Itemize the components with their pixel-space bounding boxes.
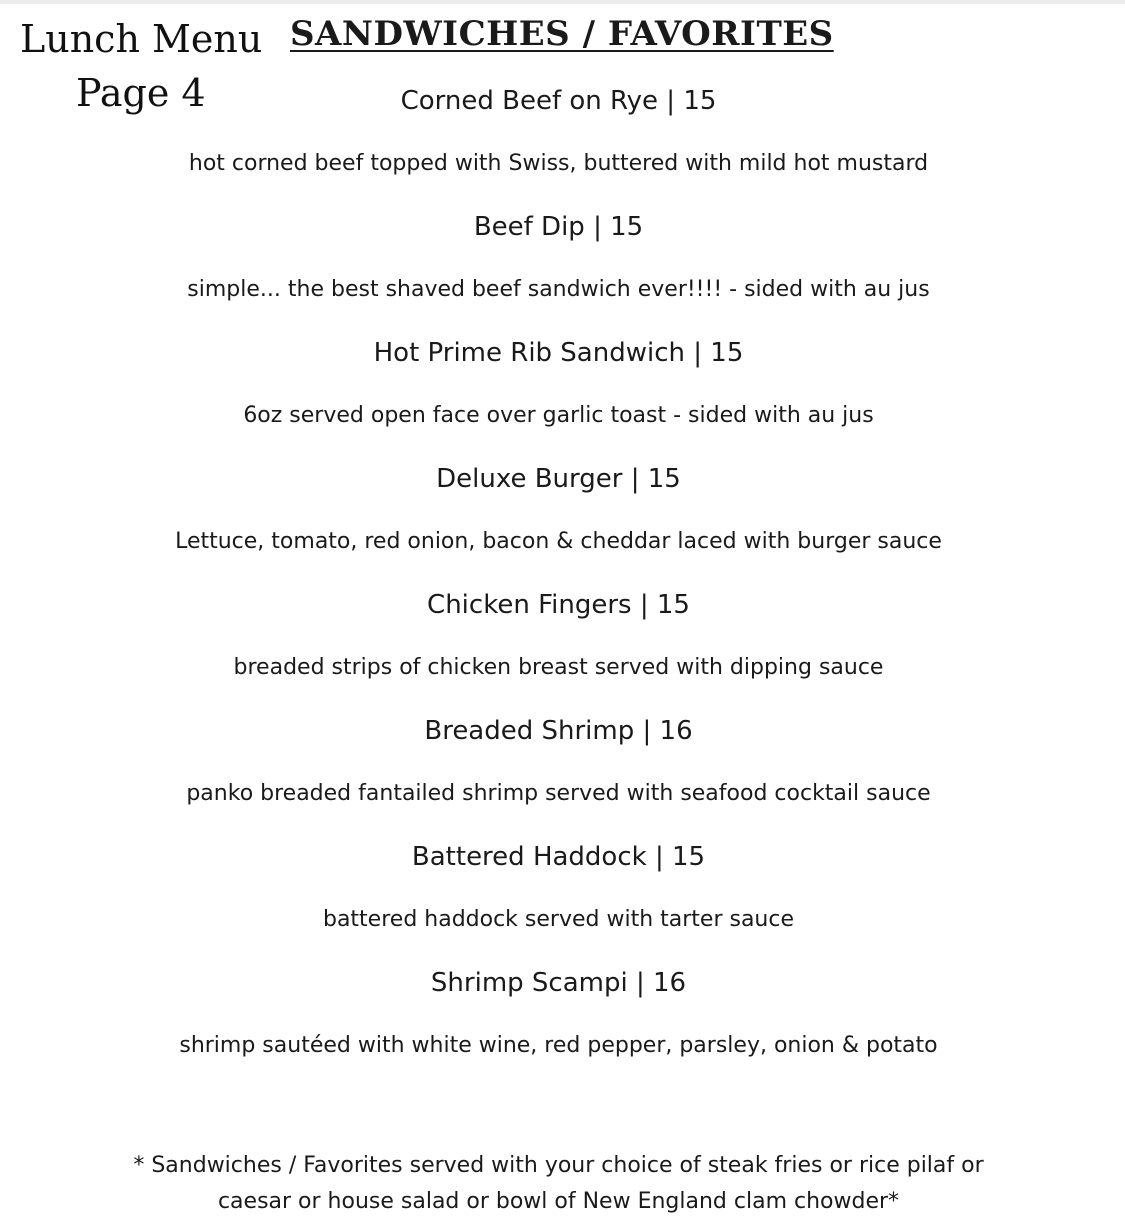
menu-item-title: Deluxe Burger | 15 [436,464,681,494]
menu-item-description: breaded strips of chicken breast served with dipping sauce [233,655,884,680]
menu-item [0,458,1117,584]
menu-item-title: Breaded Shrimp | 16 [424,716,693,746]
menu-item [0,962,1117,1088]
menu-item-list [0,80,1117,1088]
menu-item [0,332,1117,458]
menu-item-title: Chicken Fingers | 15 [427,590,690,620]
footnote-line: * Sandwiches / Favorites served with your choice of steak fries or rice pilaf or [133,1153,984,1178]
menu-item-title: Shrimp Scampi | 16 [430,968,687,998]
page-number-label: Page 4 [76,71,206,115]
menu-name-label: Lunch Menu [20,17,263,61]
footnote-line: caesar or house salad or bowl of New England clam chowder* [217,1189,900,1214]
menu-item-title: Beef Dip | 15 [473,212,644,242]
menu-item-description: panko breaded fantailed shrimp served with seafood cocktail sauce [186,781,931,806]
menu-item-title: Battered Haddock | 15 [411,842,706,872]
section-title: SANDWICHES / FAVORITES [290,14,834,54]
menu-item-description: Lettuce, tomato, red onion, bacon & cheddar laced with burger sauce [175,529,942,554]
menu-item [0,206,1117,332]
menu-item-description: 6oz served open face over garlic toast - sided with au jus [243,403,874,428]
menu-item-title: Hot Prime Rib Sandwich | 15 [373,338,744,368]
menu-item [0,710,1117,836]
menu-item [0,584,1117,710]
top-border [0,0,1125,4]
menu-item-description: simple... the best shaved beef sandwich ever!!!! - sided with au jus [187,277,930,302]
menu-item-description: shrimp sautéed with white wine, red pepper, parsley, onion & potato [179,1033,938,1058]
menu-item-title: Corned Beef on Rye | 15 [400,86,717,116]
sides-footnote [0,1148,1117,1220]
menu-item-description: battered haddock served with tarter sauce [322,907,795,932]
menu-item-description: hot corned beef topped with Swiss, buttered with mild hot mustard [188,151,929,176]
menu-item [0,80,1117,206]
menu-item [0,836,1117,962]
